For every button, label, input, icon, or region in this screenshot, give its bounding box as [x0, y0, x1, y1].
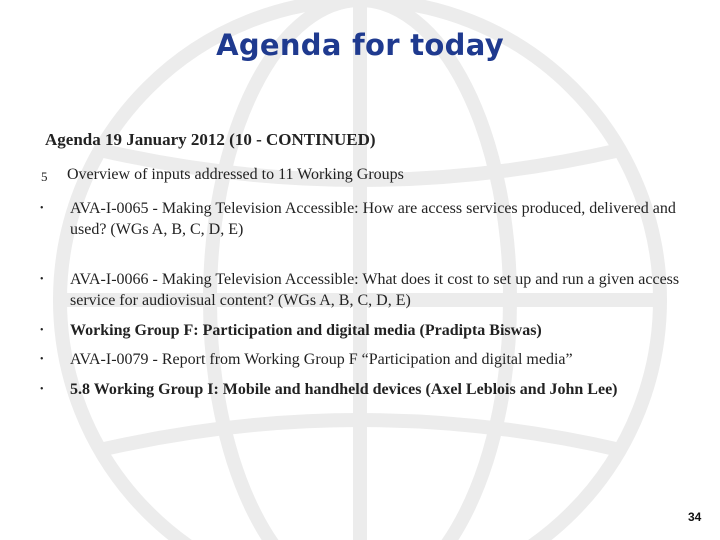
agenda-item-text: 5.8 Working Group I: Mobile and handheld devices (Axel Leblois and John Lee)	[70, 381, 618, 398]
overview-text: Overview of inputs addressed to 11 Working Groups	[67, 166, 404, 183]
bullet-icon: •	[40, 325, 44, 336]
agenda-item-text: AVA-I-0079 - Report from Working Group F “Participation and digital media”	[70, 351, 573, 368]
agenda-item-text: AVA-I-0066 - Making Television Accessible: What does it cost to set up and run a given access service for audiovisual content? (WGs A, B, C, D, E)	[70, 271, 680, 309]
overview-number: 5	[41, 169, 48, 184]
agenda-subtitle: Agenda 19 January 2012 (10 - CONTINUED)	[45, 130, 376, 149]
bullet-icon: •	[40, 354, 44, 365]
page-number: 34	[688, 510, 702, 524]
bullet-icon: •	[40, 203, 44, 214]
bullet-icon: •	[40, 384, 44, 395]
page-title: Agenda for today	[216, 28, 504, 62]
bullet-icon: •	[40, 274, 44, 285]
agenda-item-text: AVA-I-0065 - Making Television Accessible: How are access services produced, delivered and used? (WGs A, B, C, D, E)	[70, 200, 676, 238]
agenda-item-text: Working Group F: Participation and digital media (Pradipta Biswas)	[70, 322, 542, 339]
